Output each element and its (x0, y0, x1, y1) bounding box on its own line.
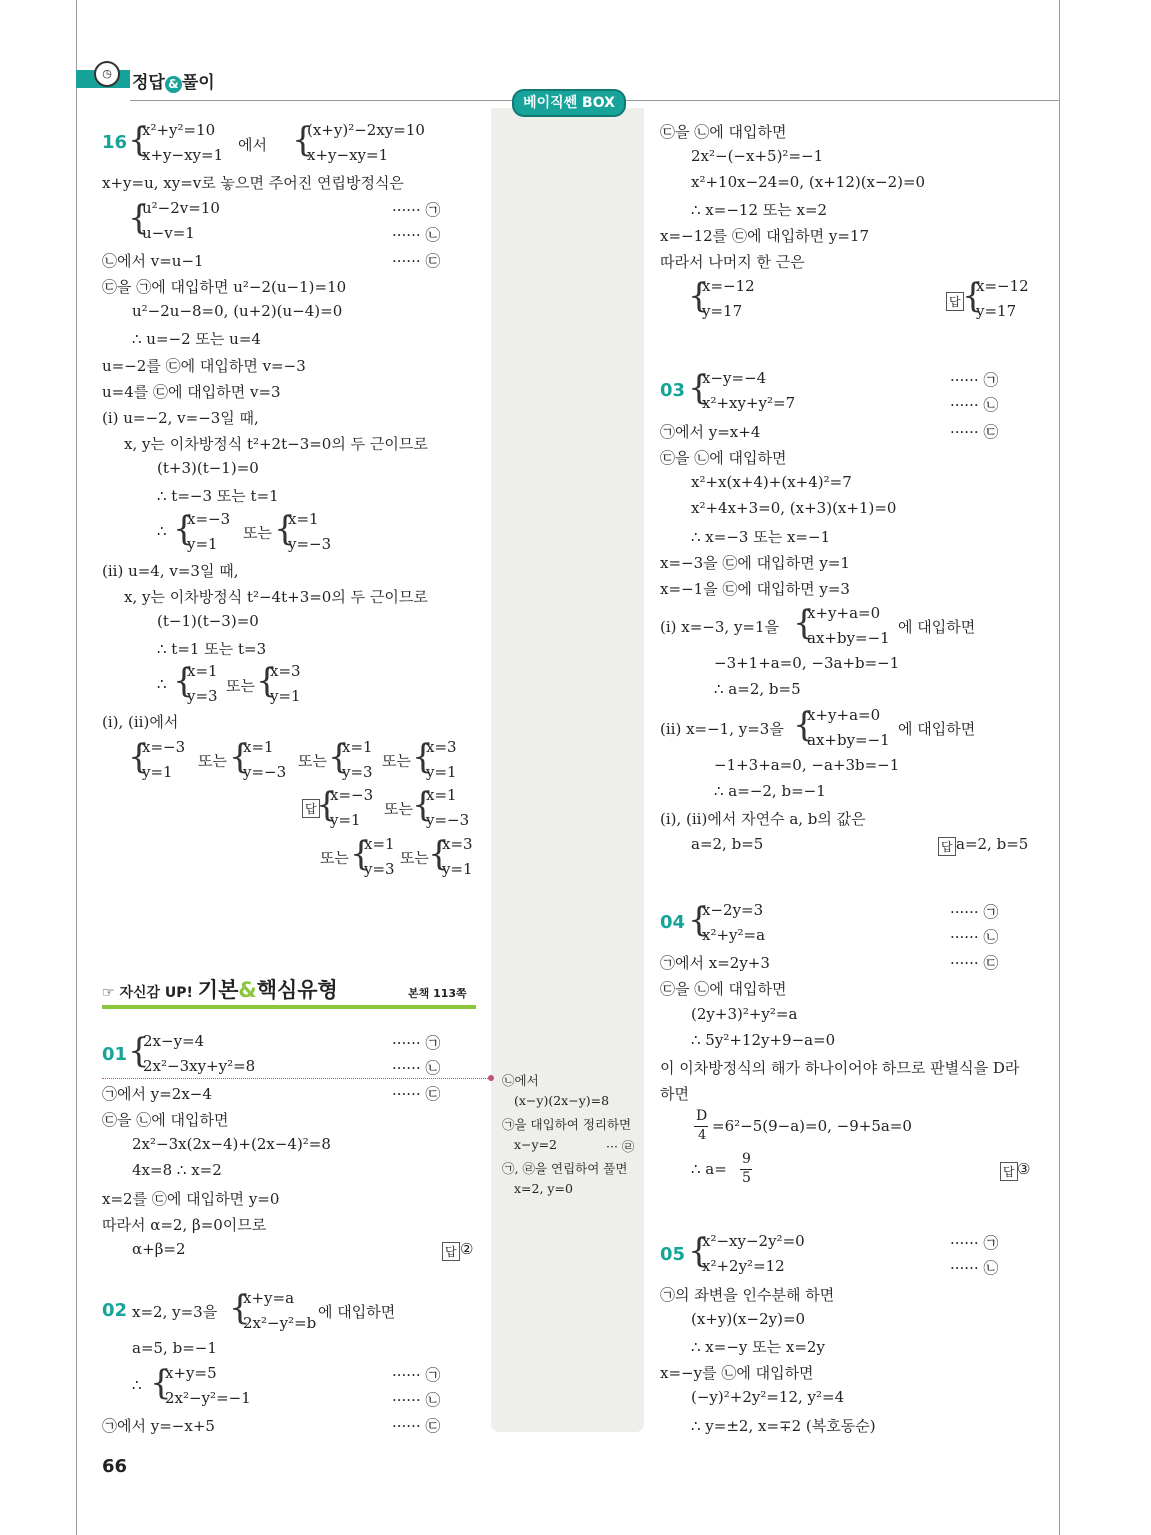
eq: x−y=−4 (702, 369, 767, 387)
eq: y=3 (364, 860, 395, 878)
eq: x=3 (442, 835, 473, 853)
eq-tag: ······ ㉡ (950, 396, 999, 414)
eq: x−2y=3 (702, 901, 764, 919)
section-title-amp: & (238, 978, 257, 1002)
fraction-bar (694, 1126, 708, 1127)
brace-icon: { (292, 120, 314, 160)
eq: x=−3 (187, 510, 231, 528)
text-line: 2x²−(−x+5)²=−1 (691, 147, 824, 165)
text-line: (x+y)(x−2y)=0 (691, 1310, 806, 1328)
text: 에 대입하면 (318, 1303, 396, 1321)
box-connector-dot (488, 1075, 494, 1081)
eq-tag: ······ ㉡ (392, 1391, 441, 1409)
brace-icon: { (128, 737, 150, 777)
box-note: ㉠, ㉣을 연립하여 풀면 (502, 1161, 628, 1176)
eq: x=1 (364, 835, 395, 853)
text-line: ∴ a=2, b=5 (714, 680, 801, 698)
text: 또는 (382, 752, 411, 770)
problem-number-02: 02 (102, 1300, 128, 1321)
basic-box-badge: 베이직쎈 BOX (512, 89, 626, 117)
eq-tag: ······ ㉢ (950, 954, 999, 972)
eq-tag: ······ ㉠ (392, 1034, 441, 1052)
problem-number-05: 05 (660, 1244, 686, 1265)
brace-icon: { (688, 900, 710, 940)
brace-icon: { (229, 1288, 251, 1328)
eq: x²+xy+y²=7 (702, 394, 796, 412)
text-line: ∴ x=−12 또는 x=2 (691, 201, 828, 219)
text-line: 따라서 α=2, β=0이므로 (102, 1216, 267, 1234)
eq: x+y+a=0 (807, 706, 881, 724)
eq-tag: ······ ㉢ (392, 1417, 441, 1435)
eq: y=−3 (426, 811, 470, 829)
text-line: −1+3+a=0, −a+3b=−1 (714, 756, 900, 774)
brace-icon: { (256, 661, 278, 701)
text: ∴ a= (691, 1160, 727, 1178)
eq: x=1 (288, 510, 319, 528)
text-line: u²−2u−8=0, (u+2)(u−4)=0 (132, 302, 343, 320)
therefore: ∴ (132, 1376, 142, 1394)
page-number: 66 (102, 1456, 128, 1477)
header-title-pre: 정답 (132, 73, 165, 93)
text-line: x²+10x−24=0, (x+12)(x−2)=0 (691, 173, 926, 191)
brace-icon: { (128, 1031, 150, 1071)
eq: y=1 (442, 860, 473, 878)
eq-tag: ······ ㉢ (392, 252, 441, 270)
eq-tag: ······ ㉡ (950, 1259, 999, 1277)
text-line: x=−12를 ㉢에 대입하면 y=17 (660, 227, 870, 245)
eq: 2x²−y²=b (243, 1314, 317, 1332)
text: 또는 (226, 677, 255, 695)
header-amp: & (165, 76, 182, 93)
problem-number-01: 01 (102, 1044, 128, 1065)
box-note: x−y=2 (514, 1137, 558, 1152)
eq: 2x−y=4 (143, 1032, 205, 1050)
fraction-denominator: 5 (742, 1170, 751, 1186)
text-line: a=5, b=−1 (132, 1339, 217, 1357)
eq: y=1 (330, 811, 361, 829)
text-line: ∴ y=±2, x=∓2 (복호동순) (691, 1417, 876, 1435)
text: 에 대입하면 (898, 720, 976, 738)
text-line: ㉢을 ㉡에 대입하면 (660, 449, 787, 467)
brace-icon: { (428, 834, 450, 874)
eq: y=3 (342, 763, 373, 781)
text-line: ∴ t=−3 또는 t=1 (157, 487, 279, 505)
clock-icon: ◷ (94, 61, 120, 87)
text: 에서 (238, 136, 267, 154)
text-line: x=−1을 ㉢에 대입하면 y=3 (660, 580, 850, 598)
eq-tag: ······ ㉡ (950, 928, 999, 946)
answer-value: ③ (1017, 1160, 1031, 1178)
text-line: α+β=2 (132, 1240, 186, 1258)
section-title-b: 기본 (197, 978, 239, 1002)
brace-icon: { (412, 737, 434, 777)
eq-tag: ······ ㉡ (392, 1059, 441, 1077)
text-line: (i), (ii)에서 (102, 713, 179, 731)
box-connector-line (102, 1078, 490, 1079)
eq: x=1 (187, 662, 218, 680)
eq: ax+by=−1 (807, 629, 890, 647)
text-line: ∴ a=−2, b=−1 (714, 782, 826, 800)
box-note: (x−y)(2x−y)=8 (514, 1093, 610, 1108)
box-note: x=2, y=0 (514, 1181, 573, 1196)
eq-tag: ······ ㉠ (950, 903, 999, 921)
text-line: (−y)²+2y²=12, y²=4 (691, 1388, 845, 1406)
brace-icon: { (793, 603, 815, 643)
brace-icon: { (962, 276, 984, 316)
text-line: a=2, b=5 (691, 835, 764, 853)
text-line: (ii) u=4, v=3일 때, (102, 562, 239, 580)
problem-number-16: 16 (102, 132, 128, 153)
eq-tag: ······ ㉠ (950, 371, 999, 389)
text-line: (i), (ii)에서 자연수 a, b의 값은 (660, 810, 866, 828)
eq: x²+y²=a (702, 926, 766, 944)
text-line: x²+x(x+4)+(x+4)²=7 (691, 473, 852, 491)
text: 또는 (243, 524, 272, 542)
text-line: ㉢을 ㉡에 대입하면 (660, 980, 787, 998)
problem-number-03: 03 (660, 380, 686, 401)
fraction-numerator: 9 (742, 1151, 751, 1167)
brace-icon: { (688, 1231, 710, 1271)
eq: 2x²−y²=−1 (165, 1389, 251, 1407)
section-title-a: 자신감 UP! (119, 985, 193, 1001)
brace-icon: { (688, 368, 710, 408)
text-line: ∴ x=−3 또는 x=−1 (691, 528, 831, 546)
brace-icon: { (128, 198, 150, 238)
eq-tag: ······ ㉠ (392, 201, 441, 219)
text-line: ㉢을 ㉠에 대입하면 u²−2(u−1)=10 (102, 278, 347, 296)
text-line: x²+4x+3=0, (x+3)(x+1)=0 (691, 499, 897, 517)
header-title (132, 68, 215, 93)
brace-icon: { (688, 276, 710, 316)
therefore: ∴ (157, 522, 167, 540)
eq-tag: ······ ㉠ (950, 1234, 999, 1252)
text-line: ㉠의 좌변을 인수분해 하면 (660, 1286, 835, 1304)
answer-mark-icon: 답 (1000, 1162, 1018, 1181)
eq: x=3 (270, 662, 301, 680)
text-line: x, y는 이차방정식 t²−4t+3=0의 두 근이므로 (124, 588, 428, 606)
text-line: 이 이차방정식의 해가 하나이어야 하므로 판별식을 D라 (660, 1059, 1020, 1077)
answer-mark-icon: 답 (302, 799, 320, 818)
section-title (102, 974, 338, 1004)
brace-icon: { (173, 661, 195, 701)
fraction-numerator: D (696, 1108, 708, 1124)
basic-box-column (491, 108, 644, 1432)
text-line: −3+1+a=0, −3a+b=−1 (714, 654, 900, 672)
text-line: (t+3)(t−1)=0 (157, 459, 259, 477)
eq: y=1 (142, 763, 173, 781)
section-title-c: 핵심유형 (256, 978, 338, 1002)
box-note-tag: ··· ㉣ (606, 1139, 635, 1154)
eq: y=1 (187, 535, 218, 553)
text-line: (2y+3)²+y²=a (691, 1005, 798, 1023)
text-line: x=−3을 ㉢에 대입하면 y=1 (660, 554, 850, 572)
text-line: ㉡에서 v=u−1 (102, 252, 204, 270)
eq: u²−2v=10 (142, 199, 220, 217)
eq: x=1 (426, 786, 457, 804)
eq: x+y−xy=1 (142, 146, 224, 164)
brace-icon: { (150, 1363, 172, 1403)
eq: x+y−xy=1 (307, 146, 389, 164)
text-line: u=4를 ㉢에 대입하면 v=3 (102, 383, 281, 401)
text-line: ㉠에서 y=−x+5 (102, 1417, 215, 1435)
eq: x=1 (342, 738, 373, 756)
text: (i) x=−3, y=1을 (660, 618, 780, 636)
box-note: ㉠을 대입하여 정리하면 (502, 1117, 632, 1132)
text-line: (i) u=−2, v=−3일 때, (102, 409, 259, 427)
text-line: (t−1)(t−3)=0 (157, 612, 259, 630)
text-line: 2x²−3x(2x−4)+(2x−4)²=8 (132, 1135, 331, 1153)
text-line: ㉠에서 y=2x−4 (102, 1085, 212, 1103)
eq-tag: ······ ㉠ (392, 1366, 441, 1384)
eq: y=−3 (243, 763, 287, 781)
answer-value: a=2, b=5 (956, 835, 1029, 853)
text-line: 따라서 나머지 한 근은 (660, 253, 805, 271)
brace-icon: { (229, 737, 251, 777)
header-title-post: 풀이 (181, 73, 215, 93)
text-line: ㉢을 ㉡에 대입하면 (660, 123, 787, 141)
text-line: 4x=8 ∴ x=2 (132, 1161, 222, 1179)
eq-tag: ······ ㉡ (392, 226, 441, 244)
text-line: x, y는 이차방정식 t²+2t−3=0의 두 근이므로 (124, 435, 428, 453)
text-line: x=−y를 ㉡에 대입하면 (660, 1364, 814, 1382)
eq: x=1 (243, 738, 274, 756)
eq: u−v=1 (142, 224, 195, 242)
page-border-right (1059, 0, 1060, 1535)
text-line: x=2를 ㉢에 대입하면 y=0 (102, 1190, 280, 1208)
eq: x=−3 (142, 738, 186, 756)
eq-tag: ······ ㉢ (392, 1085, 441, 1103)
brace-icon: { (412, 785, 434, 825)
eq: 2x²−3xy+y²=8 (143, 1057, 256, 1075)
answer-value: ② (460, 1240, 474, 1258)
answer-mark-icon: 답 (442, 1242, 460, 1261)
text: 또는 (198, 752, 227, 770)
problem-number-04: 04 (660, 912, 686, 933)
eq: x=−12 (702, 277, 755, 295)
text-line: 하면 (660, 1085, 689, 1103)
answer-mark-icon: 답 (946, 292, 964, 311)
text: (ii) x=−1, y=3을 (660, 720, 784, 738)
brace-icon: { (316, 785, 338, 825)
text-line: u=−2를 ㉢에 대입하면 v=−3 (102, 357, 306, 375)
answer-mark-icon: 답 (938, 837, 956, 856)
eq: y=3 (187, 687, 218, 705)
page-border-left (76, 0, 77, 1535)
therefore: ∴ (157, 675, 167, 693)
brace-icon: { (350, 834, 372, 874)
text-line: ∴ t=1 또는 t=3 (157, 640, 267, 658)
text: x=2, y=3을 (132, 1303, 218, 1321)
text: 또는 (320, 849, 349, 867)
eq: x=−3 (330, 786, 374, 804)
text: 또는 (400, 849, 429, 867)
text-line: ㉢을 ㉡에 대입하면 (102, 1111, 229, 1129)
eq: y=1 (270, 687, 301, 705)
text-line: ㉠에서 y=x+4 (660, 423, 761, 441)
text-line: ∴ x=−y 또는 x=2y (691, 1338, 825, 1356)
text: 에 대입하면 (898, 618, 976, 636)
eq: x+y=5 (165, 1364, 217, 1382)
eq: y=−3 (288, 535, 332, 553)
text-line: ㉠에서 x=2y+3 (660, 954, 770, 972)
eq: ax+by=−1 (807, 731, 890, 749)
text: 또는 (298, 752, 327, 770)
eq: x+y=a (243, 1289, 295, 1307)
hand-icon: ☞ (102, 985, 115, 1001)
book-reference: 본책 113쪽 (408, 987, 467, 1000)
brace-icon: { (173, 509, 195, 549)
text-line: ∴ 5y²+12y+9−a=0 (691, 1031, 836, 1049)
eq-tag: ······ ㉢ (950, 423, 999, 441)
brace-icon: { (793, 705, 815, 745)
section-rule (102, 1005, 476, 1009)
eq: x=−12 (976, 277, 1029, 295)
fraction-denominator: 4 (698, 1128, 707, 1143)
text-line: ∴ u=−2 또는 u=4 (132, 330, 261, 348)
eq: x²+y²=10 (142, 121, 216, 139)
eq: (x+y)²−2xy=10 (307, 121, 425, 139)
eq: y=17 (702, 302, 743, 320)
text: 또는 (384, 800, 413, 818)
eq: y=17 (976, 302, 1017, 320)
brace-icon: { (328, 737, 350, 777)
text-line: x+y=u, xy=v로 놓으면 주어진 연립방정식은 (102, 174, 404, 192)
brace-icon: { (128, 120, 150, 160)
box-note: ㉡에서 (502, 1073, 539, 1088)
text-line: =6²−5(9−a)=0, −9+5a=0 (712, 1117, 912, 1135)
eq: x+y+a=0 (807, 604, 881, 622)
eq: x²−xy−2y²=0 (702, 1232, 805, 1250)
eq: x=3 (426, 738, 457, 756)
eq: x²+2y²=12 (702, 1257, 785, 1275)
eq: y=1 (426, 763, 457, 781)
brace-icon: { (274, 509, 296, 549)
